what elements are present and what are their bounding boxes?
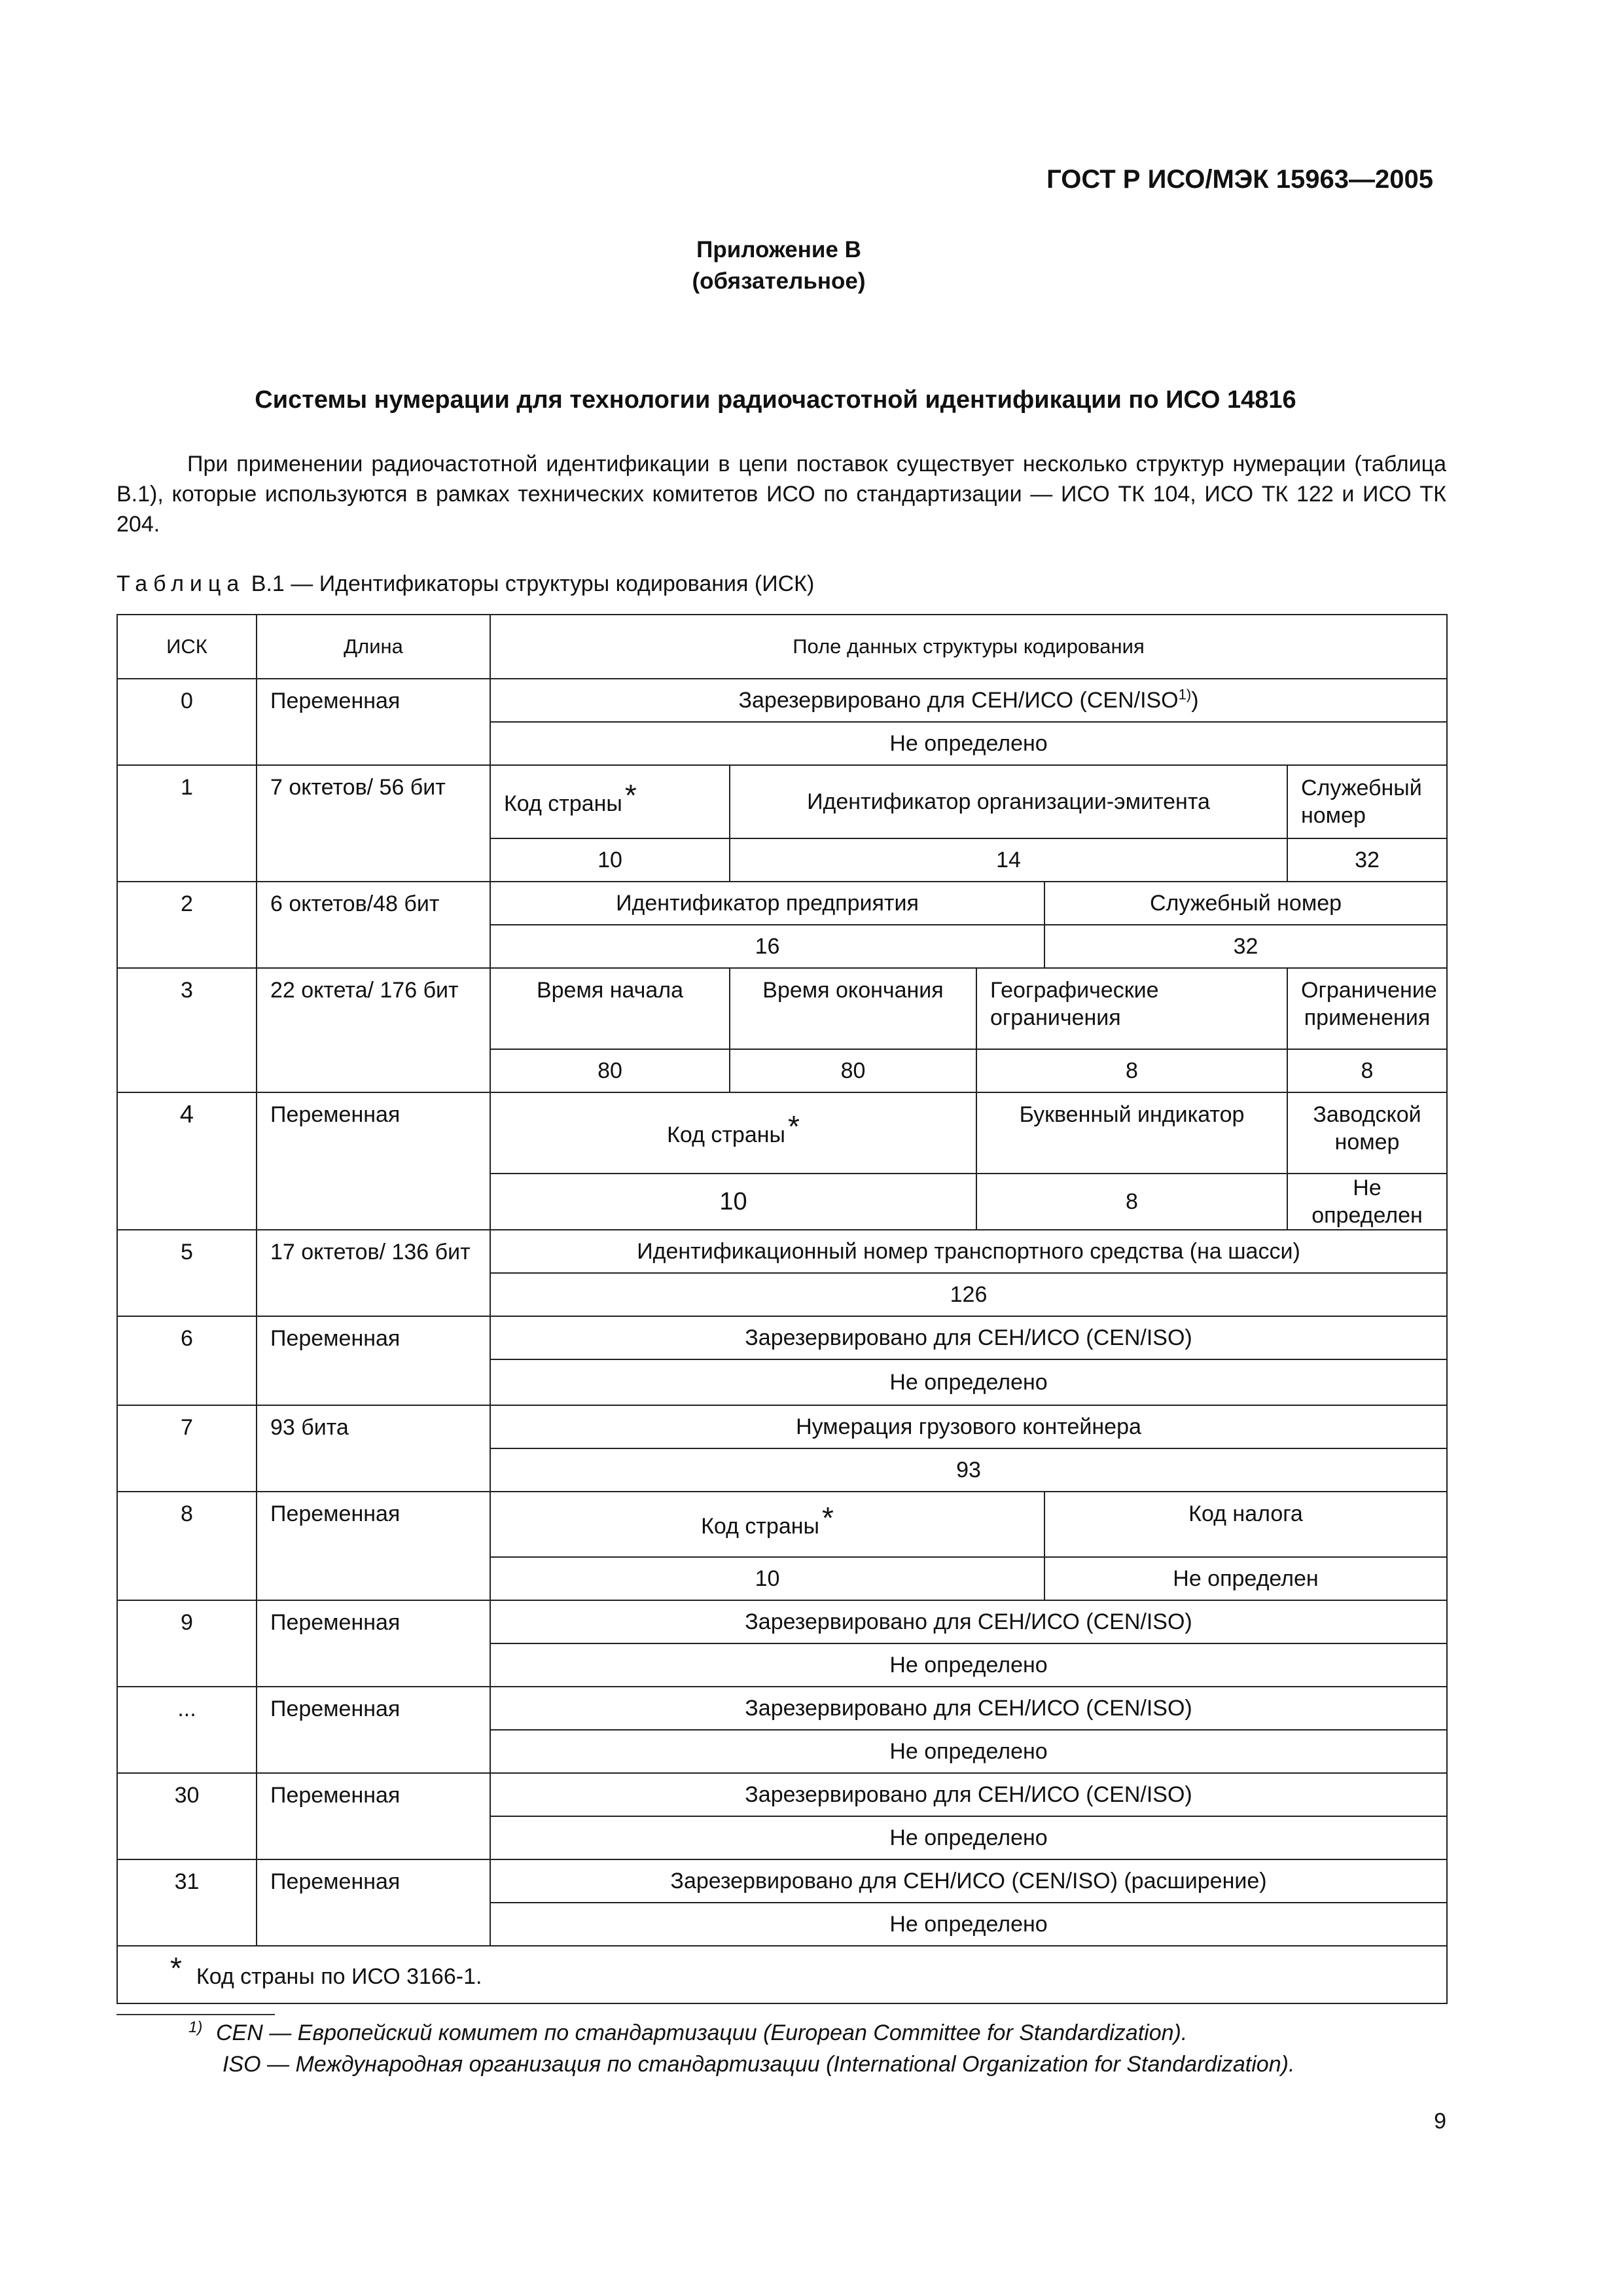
size-cell: Не определен [1287, 1174, 1447, 1230]
isk-cell: 6 [117, 1316, 257, 1405]
size-cell: Не определено [490, 1643, 1447, 1687]
size-cell: Не определено [490, 722, 1447, 765]
field-cell: Идентификатор предприятия [490, 882, 1044, 925]
field-cell [490, 765, 730, 838]
length-cell: Переменная [257, 1600, 490, 1687]
table-row [117, 1600, 1447, 1643]
field-cell: Идентификационный номер транспортного средства (на шасси) [490, 1230, 1447, 1273]
table-caption-label: Таблица [116, 571, 245, 596]
annex-title: Приложение В [696, 237, 861, 262]
field-cell: Служебный номер [1044, 882, 1447, 925]
size-cell: 10 [490, 1174, 976, 1230]
table-row [117, 1859, 1447, 1903]
size-cell: 14 [730, 838, 1287, 882]
table-row [117, 1773, 1447, 1816]
header-length: Длина [257, 615, 490, 679]
field-cell [490, 679, 1447, 722]
size-cell: 10 [490, 1557, 1044, 1600]
field-cell: Заводской номер [1287, 1092, 1447, 1174]
field-cell: Зарезервировано для СЕН/ИСО (CEN/ISO) [490, 1687, 1447, 1730]
size-cell: 8 [976, 1174, 1287, 1230]
size-cell: 10 [490, 838, 730, 882]
table-footnote-row [117, 1946, 1447, 2003]
table-row [117, 882, 1447, 925]
isk-cell: 30 [117, 1773, 257, 1859]
length-cell: Переменная [257, 1492, 490, 1600]
table-row [117, 1092, 1447, 1174]
field-cell: Ограничение применения [1287, 968, 1447, 1049]
size-cell: 80 [730, 1049, 976, 1092]
isk-cell: 4 [117, 1092, 257, 1230]
table-row [117, 968, 1447, 1049]
header-field: Поле данных структуры кодирования [490, 615, 1447, 679]
field-cell: Служебный номер [1287, 765, 1447, 838]
table-row [117, 1492, 1447, 1557]
field-cell: Время окончания [730, 968, 976, 1049]
star-mark: * [170, 1950, 182, 1985]
field-cell: Зарезервировано для СЕН/ИСО (CEN/ISO) [490, 1773, 1447, 1816]
field-cell: Зарезервировано для СЕН/ИСО (CEN/ISO) [490, 1316, 1447, 1359]
footnote-mark: 1) [188, 2018, 203, 2036]
page-footnote [190, 2017, 1294, 2080]
field-cell: Код налога [1044, 1492, 1447, 1557]
field-text: Код страны [701, 1513, 819, 1539]
isk-cell: 2 [117, 882, 257, 968]
field-text: Код страны [504, 791, 622, 816]
size-cell: 32 [1287, 838, 1447, 882]
header-isk: ИСК [117, 615, 257, 679]
isk-cell: 9 [117, 1600, 257, 1687]
field-cell: Буквенный индикатор [976, 1092, 1287, 1174]
table-row [117, 1405, 1447, 1448]
isk-cell: 0 [117, 679, 257, 765]
length-cell: 17 октетов/ 136 бит [257, 1230, 490, 1316]
field-cell: Нумерация грузового контейнера [490, 1405, 1447, 1448]
standard-code: ГОСТ Р ИСО/МЭК 15963—2005 [1046, 165, 1433, 194]
size-cell: 8 [1287, 1049, 1447, 1092]
field-text: Код страны [667, 1122, 785, 1147]
table-row [117, 1316, 1447, 1359]
table-row [117, 765, 1447, 838]
table-header-row [117, 615, 1447, 679]
annex-heading [0, 234, 1558, 297]
isk-table [116, 614, 1448, 2004]
length-cell: Переменная [257, 1092, 490, 1230]
size-cell: 93 [490, 1448, 1447, 1492]
annex-status: (обязательное) [692, 268, 866, 294]
footnote-ref: 1) [1178, 686, 1192, 703]
size-cell: Не определено [490, 1903, 1447, 1946]
table-row [117, 1230, 1447, 1273]
field-cell: Географические ограничения [976, 968, 1287, 1049]
length-cell: Переменная [257, 679, 490, 765]
length-cell: 93 бита [257, 1405, 490, 1492]
length-cell: 6 октетов/48 бит [257, 882, 490, 968]
length-cell: Переменная [257, 1316, 490, 1405]
field-cell: Зарезервировано для СЕН/ИСО (CEN/ISO) (расширение) [490, 1859, 1447, 1903]
intro-paragraph: При применении радиочастотной идентификации в цепи поставок существует несколько структур нумерации (таблица В.1), которые используются в рамках технических комитетов ИСО по стандартизации — ИСО ТК 104, ИСО ТК 122 и ИСО ТК 204. [116, 452, 1446, 537]
section-title: Системы нумерации для технологии радиочастотной идентификации по ИСО 14816 [255, 386, 1296, 414]
field-cell: Время начала [490, 968, 730, 1049]
field-text-close: ) [1191, 688, 1199, 713]
footnote-line: CEN — Европейский комитет по стандартизации (European Committee for Standardization). [216, 2020, 1188, 2045]
field-cell: Зарезервировано для СЕН/ИСО (CEN/ISO) [490, 1600, 1447, 1643]
table-caption-text: В.1 — Идентификаторы структуры кодирования (ИСК) [251, 571, 815, 596]
length-cell: Переменная [257, 1687, 490, 1773]
size-cell: 80 [490, 1049, 730, 1092]
isk-cell: 1 [117, 765, 257, 882]
isk-cell: 7 [117, 1405, 257, 1492]
isk-cell: 8 [117, 1492, 257, 1600]
size-cell: Не определено [490, 1359, 1447, 1405]
isk-cell: 3 [117, 968, 257, 1092]
size-cell: Не определено [490, 1730, 1447, 1773]
size-cell: 32 [1044, 925, 1447, 968]
isk-cell: 5 [117, 1230, 257, 1316]
star-mark: * [787, 1109, 800, 1143]
field-cell [490, 1492, 1044, 1557]
size-cell: Не определено [490, 1816, 1447, 1859]
size-cell: 16 [490, 925, 1044, 968]
length-cell: 22 октета/ 176 бит [257, 968, 490, 1092]
table-row [117, 679, 1447, 722]
table-row [117, 1687, 1447, 1730]
isk-cell: ... [117, 1687, 257, 1773]
field-text: Зарезервировано для СЕН/ИСО (CEN/ISO [738, 688, 1179, 713]
star-mark: * [624, 778, 637, 812]
field-cell [490, 1092, 976, 1174]
size-cell: 126 [490, 1273, 1447, 1316]
size-cell: Не определен [1044, 1557, 1447, 1600]
page-number: 9 [1434, 2109, 1446, 2134]
length-cell: 7 октетов/ 56 бит [257, 765, 490, 882]
footnote-line: ISO — Международная организация по стандартизации (International Organization for Standardization). [223, 2052, 1295, 2077]
length-cell: Переменная [257, 1773, 490, 1859]
table-caption [116, 571, 814, 597]
table-footnote-text: Код страны по ИСО 3166-1. [196, 1964, 482, 1989]
isk-cell: 31 [117, 1859, 257, 1946]
field-cell: Идентификатор организации-эмитента [730, 765, 1287, 838]
length-cell: Переменная [257, 1859, 490, 1946]
star-mark: * [821, 1500, 834, 1535]
table-footnote [117, 1946, 1447, 2003]
size-cell: 8 [976, 1049, 1287, 1092]
